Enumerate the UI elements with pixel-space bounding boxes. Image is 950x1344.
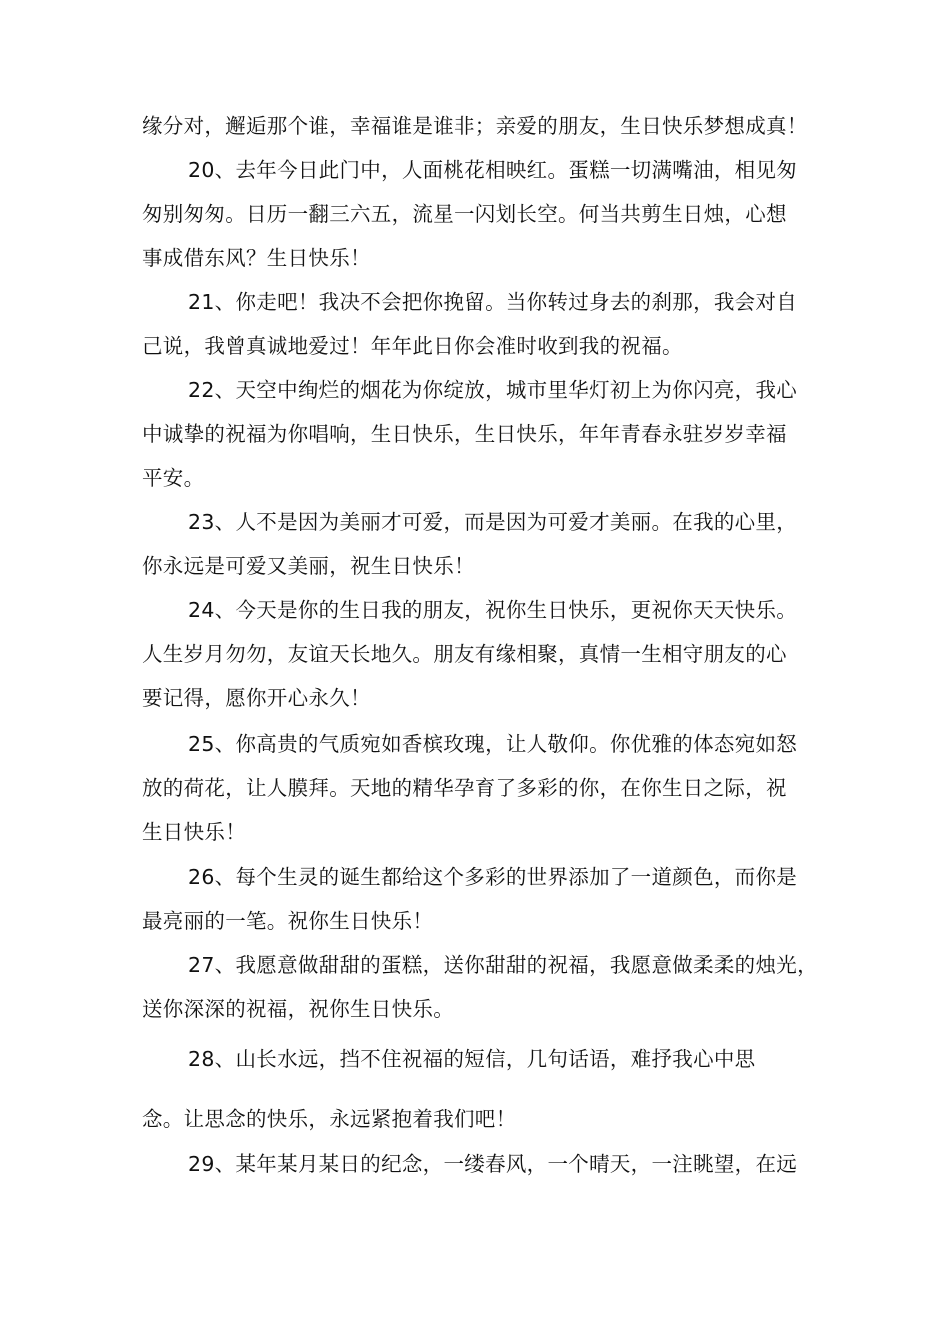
text-line: 缘分对，邂逅那个谁，幸福谁是谁非；亲爱的朋友，生日快乐梦想成真！	[142, 114, 808, 138]
text-line: 己说，我曾真诚地爱过！年年此日你会准时收到我的祝福。	[142, 334, 683, 358]
paragraph-25-line-1: 25、你高贵的气质宛如香槟玫瑰，让人敬仰。你优雅的体态宛如怒	[188, 732, 798, 756]
paragraph-24-line-1: 24、今天是你的生日我的朋友，祝你生日快乐，更祝你天天快乐。	[188, 598, 798, 622]
paragraph-20-line-1: 20、去年今日此门中，人面桃花相映红。蛋糕一切满嘴油，相见匆	[188, 158, 798, 182]
text-line: 你永远是可爱又美丽，祝生日快乐！	[142, 554, 475, 578]
paragraph-22-line-1: 22、天空中绚烂的烟花为你绽放，城市里华灯初上为你闪亮，我心	[188, 378, 798, 402]
text-line: 平安。	[142, 466, 205, 490]
text-line: 生日快乐！	[142, 820, 246, 844]
paragraph-21-line-1: 21、你走吧！我决不会把你挽留。当你转过身去的刹那，我会对自	[188, 290, 798, 314]
text-line: 最亮丽的一笔。祝你生日快乐！	[142, 909, 434, 933]
text-line: 匆别匆匆。日历一翻三六五，流星一闪划长空。何当共剪生日烛，心想	[142, 202, 787, 226]
paragraph-28-line-1: 28、山长水远，挡不住祝福的短信，几句话语，难抒我心中思	[188, 1047, 756, 1071]
paragraph-27-line-1: 27、我愿意做甜甜的蛋糕，送你甜甜的祝福，我愿意做柔柔的烛光，	[188, 953, 818, 977]
paragraph-26-line-1: 26、每个生灵的诞生都给这个多彩的世界添加了一道颜色，而你是	[188, 865, 798, 889]
paragraph-23-line-1: 23、人不是因为美丽才可爱，而是因为可爱才美丽。在我的心里，	[188, 510, 798, 534]
text-line: 人生岁月勿勿，友谊天长地久。朋友有缘相聚，真情一生相守朋友的心	[142, 642, 787, 666]
paragraph-29-line-1: 29、某年某月某日的纪念，一缕春风，一个晴天，一注眺望，在远	[188, 1152, 798, 1176]
text-line: 送你深深的祝福，祝你生日快乐。	[142, 997, 454, 1021]
text-line: 放的荷花，让人膜拜。天地的精华孕育了多彩的你，在你生日之际，祝	[142, 776, 787, 800]
text-line: 要记得，愿你开心永久！	[142, 686, 371, 710]
text-line: 念。让思念的快乐，永远紧抱着我们吧！	[142, 1107, 517, 1131]
text-line: 事成借东风？生日快乐！	[142, 246, 371, 270]
text-line: 中诚挚的祝福为你唱响，生日快乐，生日快乐，年年青春永驻岁岁幸福	[142, 422, 787, 446]
